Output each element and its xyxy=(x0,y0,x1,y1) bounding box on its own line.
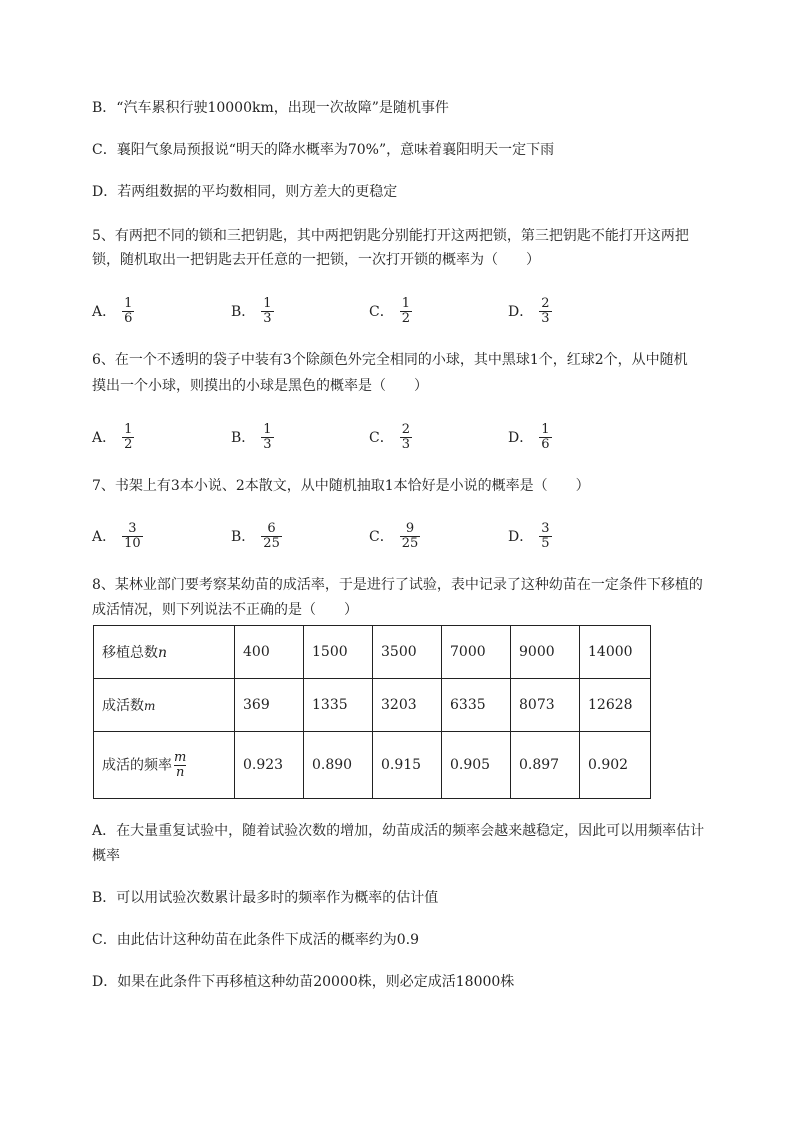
q6-option-a: A． $\frac{1}{2}$ xyxy=(92,421,133,452)
table-cell: 8073 xyxy=(511,679,580,732)
table-cell: 0.890 xyxy=(304,732,373,799)
row-header: 成活的频率 $\frac{m}{n}$ xyxy=(94,732,235,799)
table-cell: 3500 xyxy=(373,626,442,679)
fraction: $\frac{1}{3}$ xyxy=(263,295,272,326)
table-cell: 14000 xyxy=(580,626,651,679)
fraction: $\frac{1}{6}$ xyxy=(541,421,550,452)
table-cell: 0.905 xyxy=(442,732,511,799)
table-cell: 6335 xyxy=(442,679,511,732)
fraction: $\frac{1}{6}$ xyxy=(124,295,133,326)
q8-option-c: C．由此估计这种幼苗在此条件下成活的概率约为0.9 xyxy=(92,932,419,948)
q7-option-a: A． $\frac{3}{10}$ xyxy=(92,520,141,551)
fraction: $\frac{2}{3}$ xyxy=(541,295,550,326)
table-cell: 0.897 xyxy=(511,732,580,799)
q5-option-c: C． $\frac{1}{2}$ xyxy=(369,295,410,326)
q5-stem-line2: 锁，随机取出一把钥匙去开任意的一把锁，一次打开锁的概率为（ ） xyxy=(92,252,540,268)
q6-stem-line2: 摸出一个小球，则摸出的小球是黑色的概率是（ ） xyxy=(92,378,428,394)
fraction: $\frac{3}{10}$ xyxy=(124,520,141,551)
row-header: 成活数m xyxy=(94,679,235,732)
fraction: $\frac{6}{25}$ xyxy=(263,520,280,551)
q6-option-d: D． $\frac{1}{6}$ xyxy=(508,421,550,452)
q4-option-c: C．襄阳气象局预报说“明天的降水概率为70%”，意味着襄阳明天一定下雨 xyxy=(92,142,555,158)
q7-option-c: C． $\frac{9}{25}$ xyxy=(369,520,419,551)
q8-option-d: D．如果在此条件下再移植这种幼苗20000株，则必定成活18000株 xyxy=(92,974,515,990)
fraction: $\frac{9}{25}$ xyxy=(401,520,419,551)
table-cell: 3203 xyxy=(373,679,442,732)
table-cell: 400 xyxy=(235,626,304,679)
q5-stem-line1: 5、有两把不同的锁和三把钥匙，其中两把钥匙分别能打开这两把锁，第三把钥匙不能打开这两把 xyxy=(92,228,689,244)
table-row xyxy=(94,679,651,732)
q7-option-b: B． $\frac{6}{25}$ xyxy=(231,520,280,551)
fraction: $\frac{3}{5}$ xyxy=(541,520,550,551)
q5-option-d: D． $\frac{2}{3}$ xyxy=(508,295,550,326)
table-cell: 0.915 xyxy=(373,732,442,799)
table-cell: 9000 xyxy=(511,626,580,679)
q6-option-b: B． $\frac{1}{3}$ xyxy=(231,421,272,452)
table-cell: 12628 xyxy=(580,679,651,732)
q4-option-b: B．“汽车累积行驶10000km，出现一次故障”是随机事件 xyxy=(92,100,449,116)
seedling-data-table xyxy=(93,625,651,799)
q8-stem-line1: 8、某林业部门要考察某幼苗的成活率，于是进行了试验，表中记录了这种幼苗在一定条件下移植的 xyxy=(92,577,703,593)
q6-option-c: C． $\frac{2}{3}$ xyxy=(369,421,410,452)
q6-stem-line1: 6、在一个不透明的袋子中装有3个除颜色外完全相同的小球，其中黑球1个，红球2个，从中随机 xyxy=(92,352,688,368)
q7-option-d: D． $\frac{3}{5}$ xyxy=(508,520,550,551)
fraction: $\frac{1}{3}$ xyxy=(263,421,272,452)
table-cell: 369 xyxy=(235,679,304,732)
q8-option-a-line1: A．在大量重复试验中，随着试验次数的增加，幼苗成活的频率会越来越稳定，因此可以用频率估计 xyxy=(92,823,705,839)
row-header: 移植总数n xyxy=(94,626,235,679)
table-row xyxy=(94,732,651,799)
fraction: $\frac{m}{n}$ xyxy=(174,749,187,780)
q4-option-d: D．若两组数据的平均数相同，则方差大的更稳定 xyxy=(92,184,398,200)
q5-option-b: B． $\frac{1}{3}$ xyxy=(231,295,272,326)
table-cell: 1500 xyxy=(304,626,373,679)
fraction: $\frac{1}{2}$ xyxy=(124,421,133,452)
q8-stem-line2: 成活情况，则下列说法不正确的是（ ） xyxy=(92,602,358,618)
fraction: $\frac{1}{2}$ xyxy=(401,295,410,326)
q7-stem: 7、书架上有3本小说、2本散文，从中随机抽取1本恰好是小说的概率是（ ） xyxy=(92,478,590,494)
table-cell: 0.923 xyxy=(235,732,304,799)
fraction: $\frac{2}{3}$ xyxy=(401,421,410,452)
table-row xyxy=(94,626,651,679)
q8-option-a-line2: 概率 xyxy=(92,848,120,864)
table-cell: 7000 xyxy=(442,626,511,679)
table-cell: 0.902 xyxy=(580,732,651,799)
table-cell: 1335 xyxy=(304,679,373,732)
q8-option-b: B．可以用试验次数累计最多时的频率作为概率的估计值 xyxy=(92,890,439,906)
q5-option-a: A． $\frac{1}{6}$ xyxy=(92,295,133,326)
